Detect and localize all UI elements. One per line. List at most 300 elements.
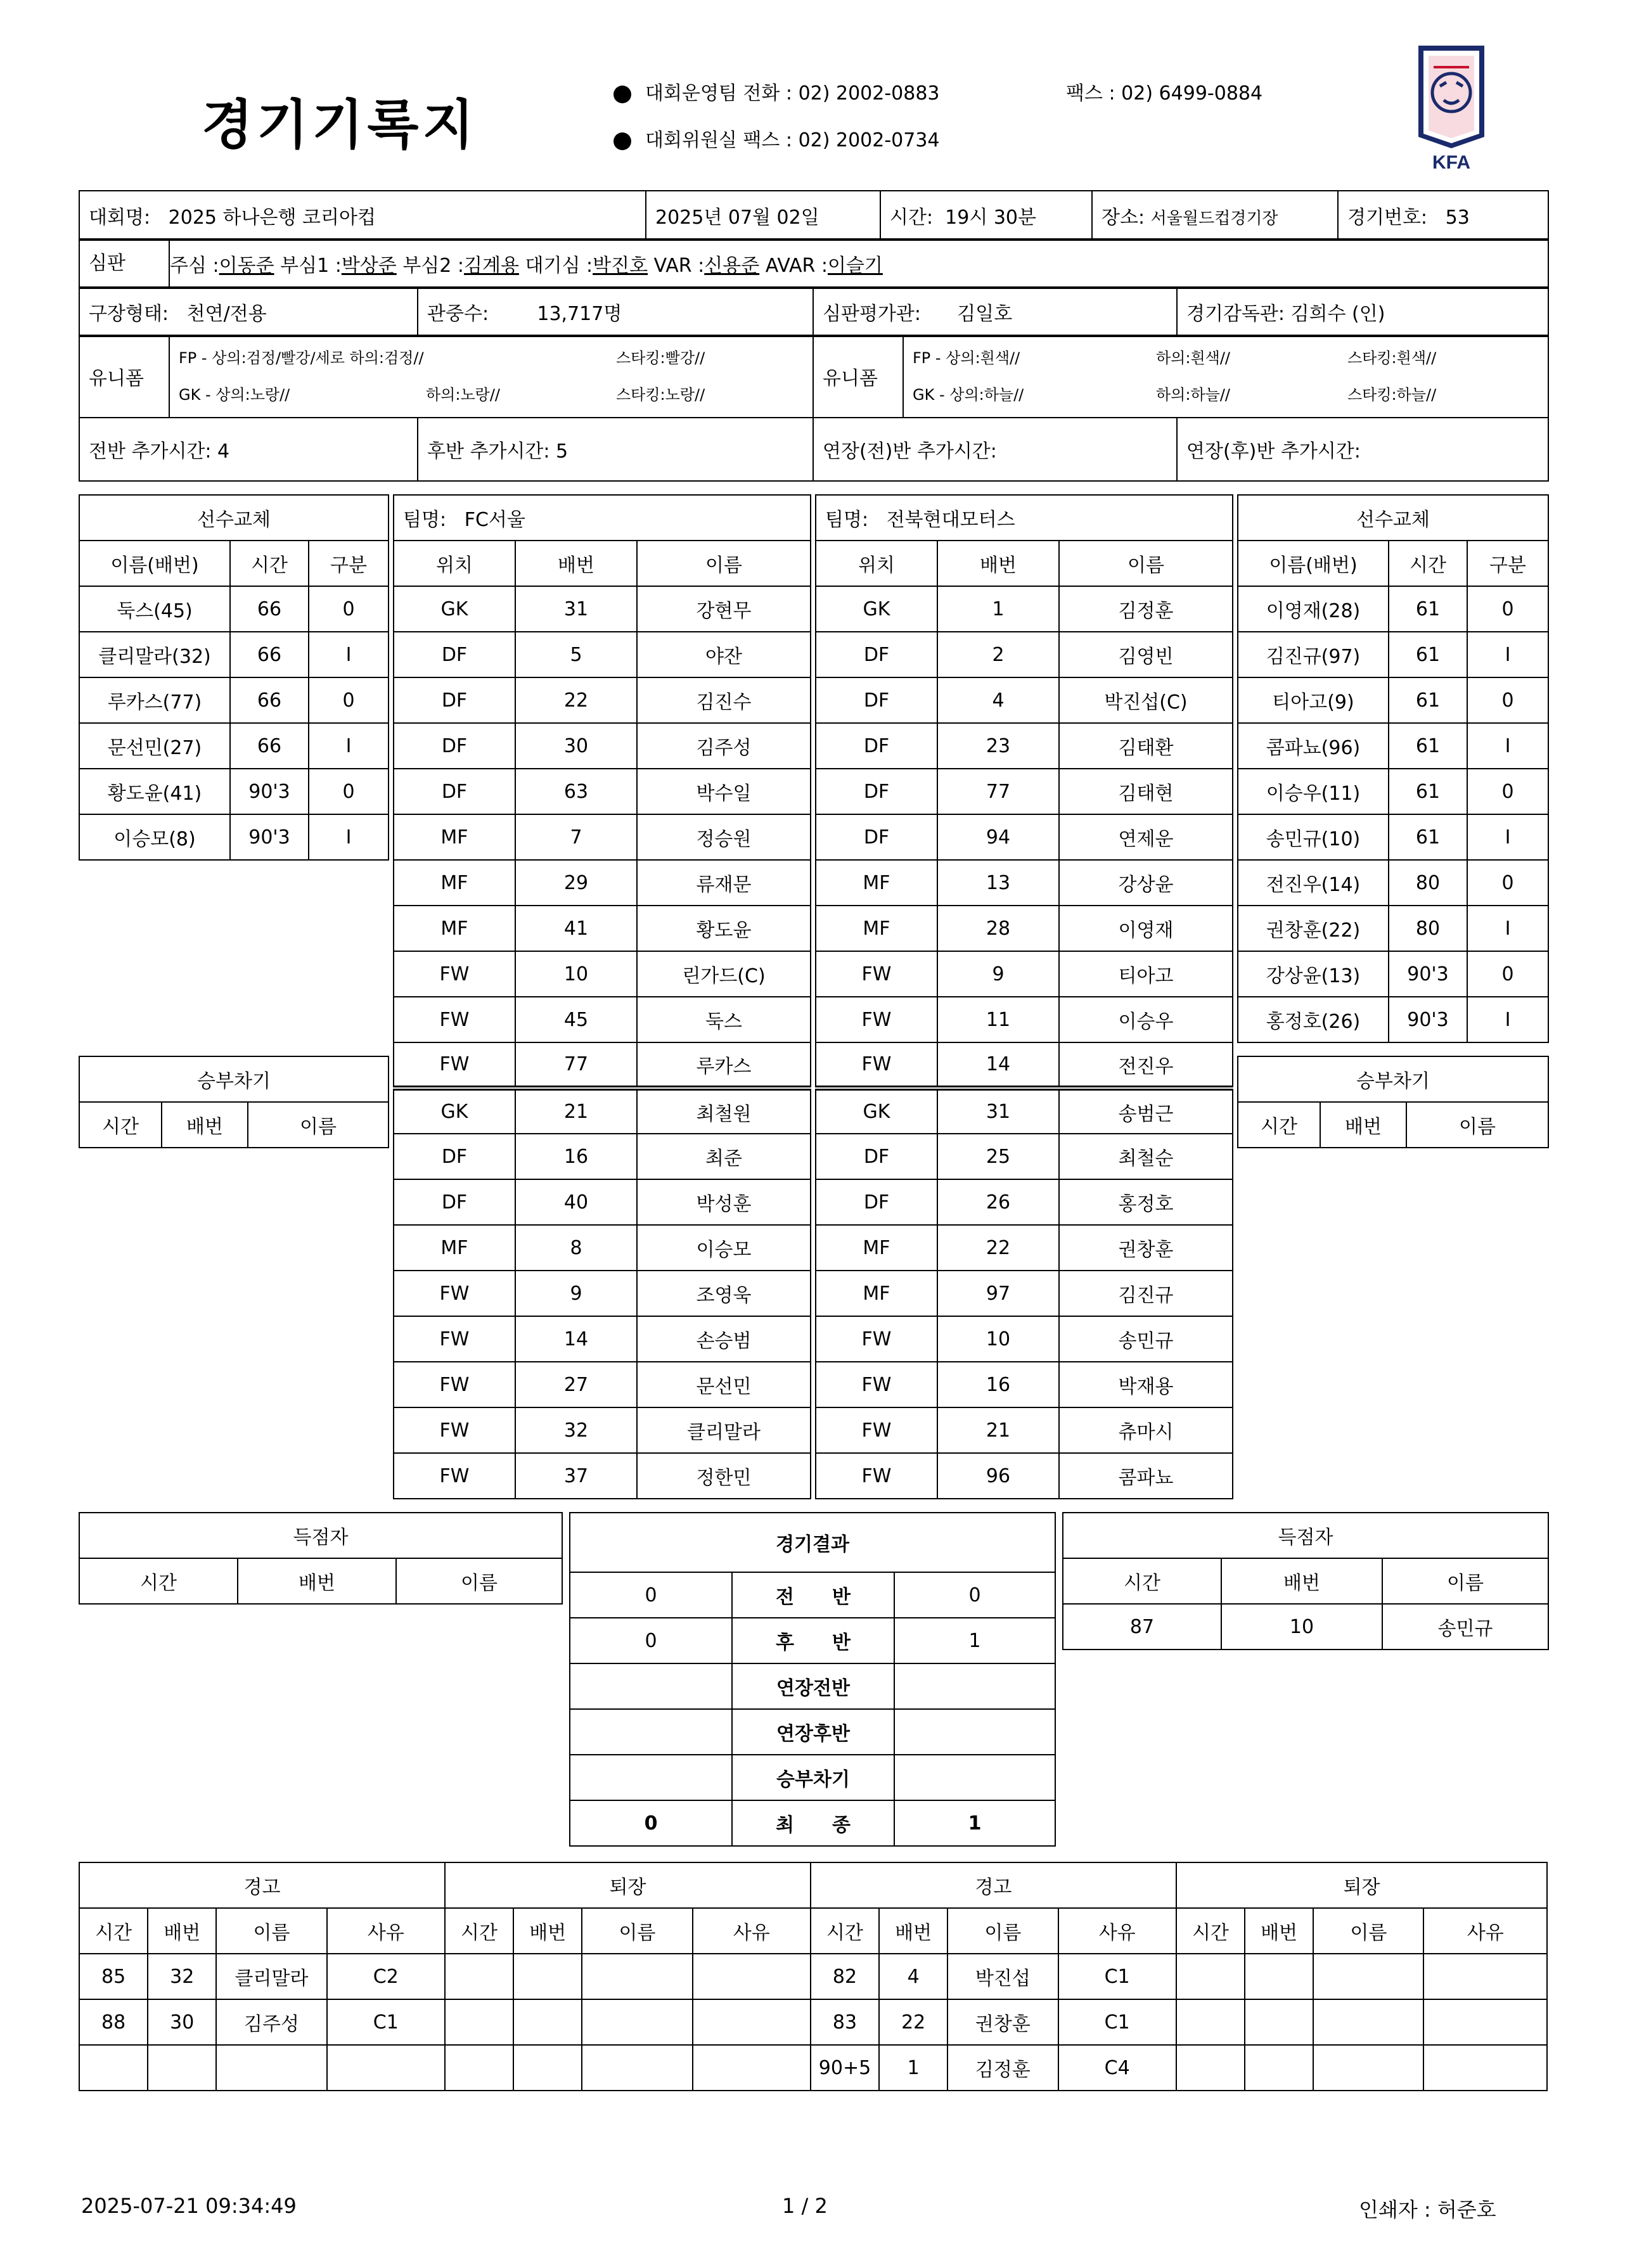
starter-row [394, 997, 811, 1042]
kfa-logo-text: KFA [1432, 152, 1470, 173]
sub-row [1238, 906, 1548, 951]
home-sendoff-cell [693, 1999, 811, 2045]
player-name: 송민규 [1059, 1316, 1233, 1362]
player-number: 23 [937, 723, 1059, 769]
player-position: FW [394, 1271, 515, 1316]
away-sendoff-cell [1245, 1954, 1313, 1999]
home-caution-cell: 88 [79, 1999, 148, 2045]
player-position: FW [816, 1453, 937, 1499]
player-number: 16 [937, 1362, 1059, 1407]
away-sendoff-cell [1423, 1954, 1547, 1999]
venue-info-table: 구장형태: 천연/전용 관중수: 13,717명 심판평가관: 김일호 경기감독관: 김희수 (인) [79, 286, 1549, 337]
player-name: 최준 [637, 1134, 811, 1179]
bench-row [816, 1362, 1233, 1407]
page-number: 1 / 2 [782, 2194, 828, 2218]
away-caution-cell: C1 [1058, 1999, 1176, 2045]
discipline-header: 사유 [693, 1908, 811, 1954]
away-caution-cell: C1 [1058, 1954, 1176, 1999]
away-caution-cell: C4 [1058, 2045, 1176, 2091]
sub-type: 0 [1467, 677, 1548, 723]
bench-row [394, 1225, 811, 1271]
home-sendoff-cell [693, 2045, 811, 2091]
sub-time: 90'3 [230, 769, 309, 814]
sub-type: 0 [309, 769, 389, 814]
player-name: 김태현 [1059, 769, 1233, 814]
bench-row [394, 1453, 811, 1499]
starter-row [816, 951, 1233, 997]
sub-row [1238, 723, 1548, 769]
player-name: 츄마시 [1059, 1407, 1233, 1453]
sub-player: 황도윤(41) [79, 769, 230, 814]
player-number: 25 [937, 1134, 1059, 1179]
player-number: 31 [937, 1088, 1059, 1134]
starter-row [394, 677, 811, 723]
sub-type: 0 [309, 586, 389, 632]
player-name: 정승원 [637, 814, 811, 860]
player-position: DF [394, 1179, 515, 1225]
player-number: 2 [937, 632, 1059, 677]
discipline-row [79, 1954, 1547, 1999]
match-info-table [79, 190, 1549, 241]
player-name: 손승범 [637, 1316, 811, 1362]
player-number: 77 [937, 769, 1059, 814]
player-position: DF [394, 1134, 515, 1179]
home-sendoff-cell [445, 1999, 513, 2045]
home-caution-cell: 30 [148, 1999, 216, 2045]
player-name: 박진섭(C) [1059, 677, 1233, 723]
discipline-header: 배번 [148, 1908, 216, 1954]
player-position: MF [394, 1225, 515, 1271]
discipline-header: 시간 [79, 1908, 148, 1954]
player-position: FW [816, 951, 937, 997]
bench-row [816, 1407, 1233, 1453]
home-sendoff-cell [693, 1954, 811, 1999]
player-number: 94 [937, 814, 1059, 860]
sub-row [79, 586, 389, 632]
player-position: DF [816, 769, 937, 814]
player-number: 77 [515, 1042, 637, 1088]
player-number: 22 [515, 677, 637, 723]
away-caution-cell: 90+5 [811, 2045, 879, 2091]
sub-player: 콤파뇨(96) [1238, 723, 1389, 769]
away-sendoff-cell [1423, 1999, 1547, 2045]
player-name: 김영빈 [1059, 632, 1233, 677]
player-number: 21 [515, 1088, 637, 1134]
sub-time: 66 [230, 677, 309, 723]
sub-player: 이승모(8) [79, 814, 230, 860]
player-position: DF [394, 677, 515, 723]
starter-row [816, 632, 1233, 677]
away-shootout-table: 승부차기 시간 배번 이름 [1237, 1056, 1549, 1148]
discipline-header: 배번 [1245, 1908, 1313, 1954]
away-scorers-table: 득점자 시간 배번 이름 87 10 송민규 [1062, 1512, 1549, 1650]
sub-time: 66 [230, 632, 309, 677]
discipline-table: 경고 퇴장 경고 퇴장 시간 배번 이름 사유 시간 배번 이름 사유 시간 배번 이름 사유 시간 배번 이름 사유 85 32 클리말라 C2 82 4 박진섭 C1 88 30 김주성 C1 83 22 권창훈 C1 90+5 1 김정훈 C4 [79, 1862, 1548, 2091]
player-position: DF [394, 632, 515, 677]
bench-row [394, 1316, 811, 1362]
contact-committee-fax: 대회위원실 팩스 : 02) 2002-0734 [613, 124, 940, 152]
player-number: 7 [515, 814, 637, 860]
home-uniform: FP - 상의:검정/빨강/세로 하의:검정// 스타킹:빨강// GK - 상의:노랑// 하의:노랑// 스타킹:노랑// [169, 335, 813, 418]
starter-row [816, 1042, 1233, 1088]
starter-row [816, 677, 1233, 723]
player-name: 박성훈 [637, 1179, 811, 1225]
bench-row [816, 1225, 1233, 1271]
sub-type: I [1467, 723, 1548, 769]
starter-row [394, 632, 811, 677]
home-shootout-table: 승부차기 시간 배번 이름 [79, 1056, 389, 1148]
bullet-icon [613, 86, 631, 103]
player-position: DF [816, 1179, 937, 1225]
sub-row [1238, 632, 1548, 677]
contact-phone: 대회운영팀 전화 : 02) 2002-0883 [613, 77, 940, 105]
sub-time: 61 [1389, 677, 1467, 723]
bench-row [394, 1271, 811, 1316]
player-position: FW [816, 1042, 937, 1088]
player-number: 30 [515, 723, 637, 769]
sub-time: 90'3 [230, 814, 309, 860]
player-number: 8 [515, 1225, 637, 1271]
player-name: 김진수 [637, 677, 811, 723]
player-position: DF [816, 814, 937, 860]
player-position: DF [394, 723, 515, 769]
player-number: 14 [937, 1042, 1059, 1088]
player-number: 37 [515, 1453, 637, 1499]
bench-row [394, 1407, 811, 1453]
away-sendoff-cell [1245, 1999, 1313, 2045]
player-position: FW [394, 1362, 515, 1407]
away-team-name: 팀명: 전북현대모터스 [816, 495, 1233, 541]
player-name: 전진우 [1059, 1042, 1233, 1088]
sub-row [79, 814, 389, 860]
player-number: 16 [515, 1134, 637, 1179]
scorer-number: 10 [1221, 1604, 1382, 1650]
sub-type: I [309, 632, 389, 677]
home-subs-title: 선수교체 [79, 495, 389, 541]
sub-player: 이영재(28) [1238, 586, 1389, 632]
away-subs-title: 선수교체 [1238, 495, 1548, 541]
home-scorers-table: 득점자 시간 배번 이름 [79, 1512, 563, 1605]
sub-time: 90'3 [1389, 951, 1467, 997]
sub-player: 송민규(10) [1238, 814, 1389, 860]
player-number: 41 [515, 906, 637, 951]
sub-type: I [309, 723, 389, 769]
player-number: 5 [515, 632, 637, 677]
starter-row [394, 586, 811, 632]
player-name: 티아고 [1059, 951, 1233, 997]
player-position: DF [816, 632, 937, 677]
starter-row [816, 860, 1233, 906]
date-cell: 2025년 07월 02일 [646, 191, 880, 240]
player-number: 10 [937, 1316, 1059, 1362]
player-position: FW [394, 1453, 515, 1499]
player-name: 정한민 [637, 1453, 811, 1499]
sub-time: 90'3 [1389, 997, 1467, 1042]
uniform-table [79, 335, 1549, 418]
away-sendoff-cell [1176, 1954, 1245, 1999]
sub-row [1238, 997, 1548, 1042]
player-position: FW [816, 1407, 937, 1453]
sub-time: 66 [230, 586, 309, 632]
sub-row [1238, 677, 1548, 723]
away-caution-cell: 김정훈 [947, 2045, 1058, 2091]
sub-player: 루카스(77) [79, 677, 230, 723]
player-position: GK [394, 1088, 515, 1134]
starter-row [816, 906, 1233, 951]
sub-type: I [1467, 997, 1548, 1042]
player-position: FW [394, 1042, 515, 1088]
competition-cell: 대회명: 2025 하나은행 코리아컵 [79, 191, 646, 240]
sub-player: 이승우(11) [1238, 769, 1389, 814]
home-sendoff-cell [513, 2045, 582, 2091]
player-number: 31 [515, 586, 637, 632]
starter-row [816, 723, 1233, 769]
discipline-header: 배번 [879, 1908, 947, 1954]
bench-row [816, 1316, 1233, 1362]
home-team-name: 팀명: FC서울 [394, 495, 811, 541]
player-name: 둑스 [637, 997, 811, 1042]
player-number: 63 [515, 769, 637, 814]
time-cell: 시간: 19시 30분 [880, 191, 1092, 240]
player-position: MF [394, 860, 515, 906]
starter-row [816, 997, 1233, 1042]
bench-row [394, 1179, 811, 1225]
player-position: GK [816, 1088, 937, 1134]
match-number-cell: 경기번호: 53 [1338, 191, 1548, 240]
sub-type: I [1467, 814, 1548, 860]
starter-row [816, 586, 1233, 632]
player-name: 김태환 [1059, 723, 1233, 769]
home-subs-table: 선수교체 이름(배번) 시간 구분 둑스(45) 66 0 클리말라(32) 66 I 루카스(77) 66 0 문선민(27) 66 I 황도윤(41) 90'3 0 이승모(8) 90'3 I [79, 494, 389, 861]
home-caution-cell: C2 [327, 1954, 445, 1999]
away-sendoff-cell [1176, 1999, 1245, 2045]
player-name: 강현무 [637, 586, 811, 632]
home-caution-cell: 32 [148, 1954, 216, 1999]
player-position: MF [816, 860, 937, 906]
home-caution-cell [327, 2045, 445, 2091]
player-name: 박수일 [637, 769, 811, 814]
player-position: FW [816, 1362, 937, 1407]
player-name: 연제운 [1059, 814, 1233, 860]
sub-time: 61 [1389, 632, 1467, 677]
player-position: DF [816, 1134, 937, 1179]
scorer-row [1063, 1604, 1548, 1650]
home-caution-cell [148, 2045, 216, 2091]
sub-player: 홍정호(26) [1238, 997, 1389, 1042]
scorer-time: 87 [1063, 1604, 1221, 1650]
player-name: 황도윤 [637, 906, 811, 951]
player-name: 문선민 [637, 1362, 811, 1407]
home-caution-cell [79, 2045, 148, 2091]
away-caution-cell: 권창훈 [947, 1999, 1058, 2045]
sub-type: 0 [1467, 951, 1548, 997]
bullet-icon [613, 132, 631, 150]
sub-type: 0 [1467, 586, 1548, 632]
starter-row [816, 769, 1233, 814]
sub-type: I [309, 814, 389, 860]
sub-time: 66 [230, 723, 309, 769]
sub-time: 80 [1389, 860, 1467, 906]
away-caution-cell: 4 [879, 1954, 947, 1999]
player-name: 송범근 [1059, 1088, 1233, 1134]
home-lineup-table: 팀명: FC서울 위치 배번 이름 GK 31 강현무 DF 5 야잔 DF 22 김진수 DF 30 김주성 DF 63 박수일 MF 7 정승원 MF 29 류재문 MF 41 황도윤 FW 10 린가드(C) FW 45 둑스 FW 77 루카스 GK 21 최철원 DF 16 최준 DF 40 박성훈 MF 8 이승모 FW 9 조영욱 FW 14 손승범 FW 27 문선민 FW 32 클리말라 FW 37 정한민 [393, 494, 811, 1499]
home-caution-cell: 김주성 [216, 1999, 326, 2045]
player-name: 이승모 [637, 1225, 811, 1271]
player-number: 40 [515, 1179, 637, 1225]
sub-player: 문선민(27) [79, 723, 230, 769]
discipline-header: 시간 [811, 1908, 879, 1954]
home-caution-cell: 85 [79, 1954, 148, 1999]
starter-row [394, 814, 811, 860]
player-name: 홍정호 [1059, 1179, 1233, 1225]
sub-player: 티아고(9) [1238, 677, 1389, 723]
player-position: MF [816, 906, 937, 951]
player-position: MF [394, 814, 515, 860]
player-number: 97 [937, 1271, 1059, 1316]
home-sendoff-cell [445, 1954, 513, 1999]
bench-row [816, 1271, 1233, 1316]
player-number: 45 [515, 997, 637, 1042]
player-position: FW [394, 997, 515, 1042]
starter-row [816, 814, 1233, 860]
player-name: 최철원 [637, 1088, 811, 1134]
starter-row [394, 951, 811, 997]
player-number: 28 [937, 906, 1059, 951]
player-name: 콤파뇨 [1059, 1453, 1233, 1499]
sub-time: 61 [1389, 814, 1467, 860]
player-position: FW [394, 951, 515, 997]
away-sendoff-cell [1245, 2045, 1313, 2091]
player-position: FW [816, 997, 937, 1042]
home-caution-cell: 클리말라 [216, 1954, 326, 1999]
starter-row [394, 723, 811, 769]
player-position: MF [816, 1271, 937, 1316]
scorer-name: 송민규 [1382, 1604, 1548, 1650]
referee-table [79, 238, 1549, 289]
player-position: GK [816, 586, 937, 632]
bench-row [816, 1179, 1233, 1225]
player-position: MF [816, 1225, 937, 1271]
away-uniform: FP - 상의:흰색// 하의:흰색// 스타킹:흰색// GK - 상의:하늘// 하의:하늘// 스타킹:하늘// [903, 335, 1548, 418]
player-name: 류재문 [637, 860, 811, 906]
discipline-header: 이름 [947, 1908, 1058, 1954]
player-name: 최철순 [1059, 1134, 1233, 1179]
bench-row [816, 1453, 1233, 1499]
player-number: 1 [937, 586, 1059, 632]
sub-type: I [1467, 906, 1548, 951]
sub-row [79, 723, 389, 769]
player-name: 루카스 [637, 1042, 811, 1088]
away-caution-cell: 22 [879, 1999, 947, 2045]
starter-row [394, 769, 811, 814]
player-name: 강상윤 [1059, 860, 1233, 906]
sub-row [79, 677, 389, 723]
sub-row [1238, 586, 1548, 632]
player-number: 26 [937, 1179, 1059, 1225]
player-name: 박재용 [1059, 1362, 1233, 1407]
player-number: 22 [937, 1225, 1059, 1271]
away-uniform-label: 유니폼 [813, 335, 903, 418]
sub-row [79, 632, 389, 677]
player-name: 린가드(C) [637, 951, 811, 997]
player-position: FW [394, 1407, 515, 1453]
away-caution-cell: 1 [879, 2045, 947, 2091]
venue-cell: 장소: 서울월드컵경기장 [1092, 191, 1338, 240]
away-sendoff-cell [1313, 1954, 1423, 1999]
sub-row [1238, 769, 1548, 814]
sub-row [1238, 951, 1548, 997]
sub-row [79, 769, 389, 814]
player-number: 4 [937, 677, 1059, 723]
player-name: 이승우 [1059, 997, 1233, 1042]
discipline-header: 이름 [582, 1908, 692, 1954]
sub-player: 전진우(14) [1238, 860, 1389, 906]
player-number: 11 [937, 997, 1059, 1042]
sub-row [1238, 814, 1548, 860]
away-caution-cell: 82 [811, 1954, 879, 1999]
home-sendoff-cell [582, 1954, 692, 1999]
player-position: FW [816, 1316, 937, 1362]
player-name: 이영재 [1059, 906, 1233, 951]
discipline-header: 사유 [1058, 1908, 1176, 1954]
player-position: DF [394, 769, 515, 814]
player-name: 조영욱 [637, 1271, 811, 1316]
discipline-row [79, 1999, 1547, 2045]
player-position: DF [816, 677, 937, 723]
sub-type: 0 [309, 677, 389, 723]
bench-row [816, 1088, 1233, 1134]
player-name: 김주성 [637, 723, 811, 769]
away-caution-cell: 박진섭 [947, 1954, 1058, 1999]
away-sendoff-cell [1313, 1999, 1423, 2045]
discipline-header: 이름 [216, 1908, 326, 1954]
sub-player: 강상윤(13) [1238, 951, 1389, 997]
referee-officials: 주심 :이동준 부심1 :박상준 부심2 :김계용 대기심 :박진호 VAR :신용준 AVAR :이슬기 [169, 239, 1548, 288]
sub-player: 김진규(97) [1238, 632, 1389, 677]
player-position: DF [816, 723, 937, 769]
sub-row [1238, 860, 1548, 906]
player-number: 32 [515, 1407, 637, 1453]
discipline-header: 배번 [513, 1908, 582, 1954]
sub-time: 61 [1389, 586, 1467, 632]
bench-row [394, 1088, 811, 1134]
contact-fax: 팩스 : 02) 6499-0884 [1066, 82, 1263, 105]
away-sendoff-cell [1176, 2045, 1245, 2091]
discipline-header: 사유 [1423, 1908, 1547, 1954]
bench-row [816, 1134, 1233, 1179]
player-number: 96 [937, 1453, 1059, 1499]
match-result-table: 경기결과 0 전 반 0 0 후 반 1 연장전반 연장후반 승부차기 0 최 종 1 [569, 1512, 1056, 1847]
home-caution-cell: C1 [327, 1999, 445, 2045]
sub-time: 80 [1389, 906, 1467, 951]
away-sendoff-cell [1313, 2045, 1423, 2091]
player-name: 권창훈 [1059, 1225, 1233, 1271]
player-number: 10 [515, 951, 637, 997]
home-sendoff-cell [513, 1999, 582, 2045]
sub-player: 권창훈(22) [1238, 906, 1389, 951]
printed-by: 인쇄자 : 허준호 [1359, 2198, 1496, 2222]
printed-at: 2025-07-21 09:34:49 [81, 2194, 297, 2218]
page-title: 경기기록지 [202, 94, 478, 156]
discipline-header: 시간 [1176, 1908, 1245, 1954]
referee-label: 심판 [79, 239, 169, 288]
away-lineup-table: 팀명: 전북현대모터스 위치 배번 이름 GK 1 김정훈 DF 2 김영빈 DF 4 박진섭(C) DF 23 김태환 DF 77 김태현 DF 94 연제운 MF 13 강상윤 MF 28 이영재 FW 9 티아고 FW 11 이승우 FW 14 전진우 GK 31 송범근 DF 25 최철순 DF 26 홍정호 MF 22 권창훈 MF 97 김진규 FW 10 송민규 FW 16 박재용 FW 21 츄마시 FW 96 콤파뇨 [815, 494, 1233, 1499]
sub-time: 61 [1389, 769, 1467, 814]
result-title: 경기결과 [570, 1513, 1055, 1572]
player-number: 13 [937, 860, 1059, 906]
home-sendoff-cell [582, 1999, 692, 2045]
discipline-header: 시간 [445, 1908, 513, 1954]
